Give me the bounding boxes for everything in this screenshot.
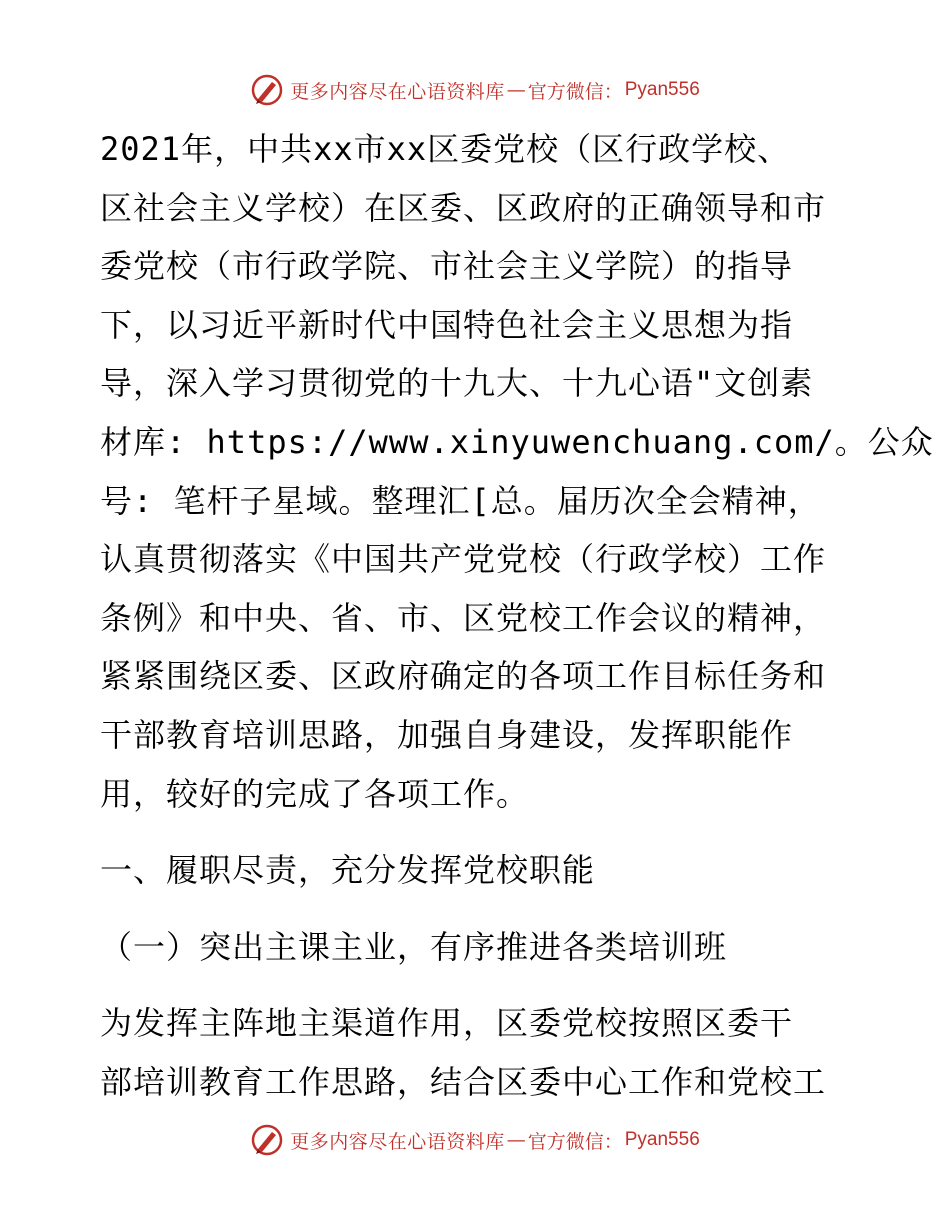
text-line: 2021年，中共xx市xx区委党校（区行政学校、 xyxy=(100,130,791,168)
paragraph-intro xyxy=(100,120,934,823)
text-line: 部培训教育工作思路，结合区委中心工作和党校工 xyxy=(100,1062,827,1101)
header-watermark-banner xyxy=(0,70,950,110)
text-line: 为发挥主阵地主渠道作用，区委党校按照区委干 xyxy=(100,1004,794,1043)
pen-logo-icon xyxy=(250,1123,284,1157)
banner-text: 更多内容尽在心语资料库 xyxy=(290,1130,505,1153)
section-heading: 一、履职尽责，充分发挥党校职能 xyxy=(100,851,596,890)
text-line: 区社会主义学校）在区委、区政府的正确领导和市 xyxy=(100,188,827,227)
text-line: 干部教育培训思路，加强自身建设，发挥职能作 xyxy=(100,715,794,754)
subsection-heading: （一）突出主课主业，有序推进各类培训班 xyxy=(100,927,728,966)
document-body xyxy=(100,120,934,1112)
banner-text: 更多内容尽在心语资料库 xyxy=(290,80,505,103)
text-line: 条例》和中央、省、市、区党校工作会议的精神， xyxy=(100,598,827,637)
banner-wechat-id: Pyan556 xyxy=(624,1129,700,1150)
banner-wechat-id: Pyan556 xyxy=(624,79,700,100)
banner-wechat-label: 官方微信： xyxy=(527,80,623,103)
text-line: 委党校（市行政学院、市社会主义学院）的指导 xyxy=(100,247,794,286)
text-line: 紧紧围绕区委、区政府确定的各项工作目标任务和 xyxy=(100,657,827,696)
banner-separator: — xyxy=(506,79,526,101)
pen-logo-icon xyxy=(250,73,284,107)
paragraph-training xyxy=(100,994,860,1111)
text-line: 号: 笔杆子星域。整理汇[总。届历次全会精神， xyxy=(100,481,821,520)
banner-separator: — xyxy=(506,1129,526,1151)
text-line: 用，较好的完成了各项工作。 xyxy=(100,774,530,813)
text-line: 认真贯彻落实《中国共产党党校（行政学校）工作 xyxy=(100,540,827,579)
footer-watermark-banner xyxy=(0,1120,950,1160)
text-line: 导，深入学习贯彻党的十九大、十九心语"文创素 xyxy=(100,364,814,403)
text-line: 下，以习近平新时代中国特色社会主义思想为指 xyxy=(100,305,794,344)
text-line: 材库: https://www.xinyuwenchuang.com/。公众 xyxy=(100,422,934,461)
banner-wechat-label: 官方微信： xyxy=(527,1130,623,1153)
